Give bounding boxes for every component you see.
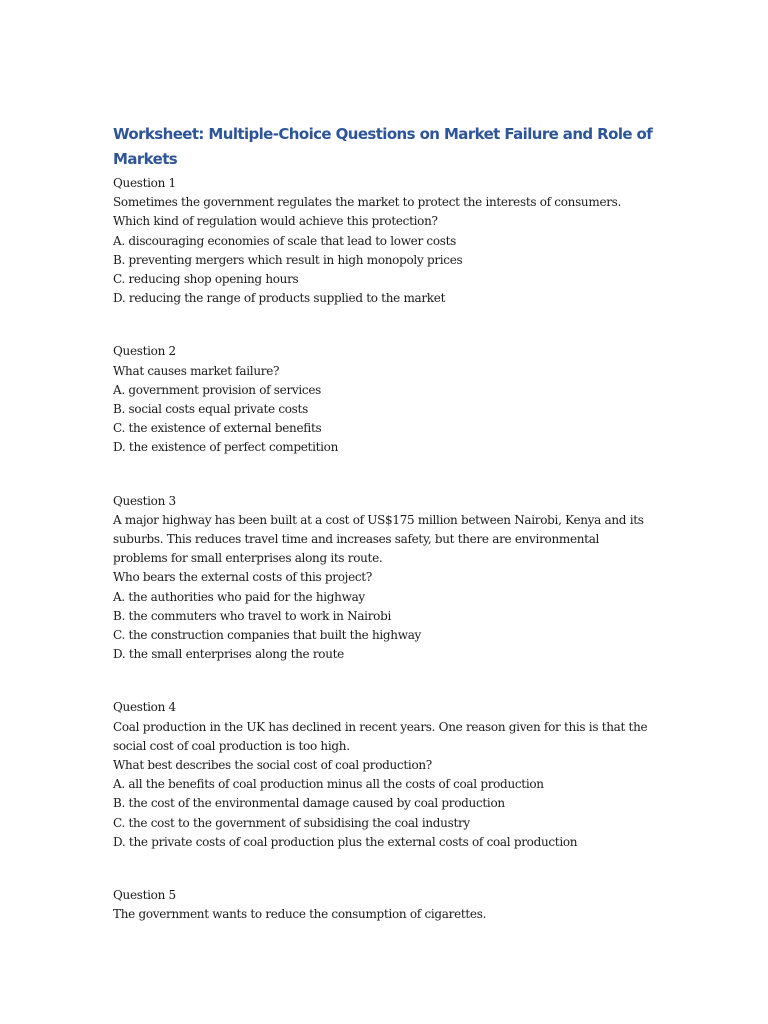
answer-option-d: D. the existence of perfect competition bbox=[113, 440, 339, 455]
question-stem-line: suburbs. This reduces travel time and increases safety, but there are environmental bbox=[113, 532, 600, 547]
answer-option-c: C. the cost to the government of subsidising the coal industry bbox=[113, 815, 470, 830]
question-5 bbox=[113, 886, 673, 924]
question-stem-line: Who bears the external costs of this project? bbox=[113, 570, 372, 585]
answer-option-a: A. the authorities who paid for the highway bbox=[113, 589, 365, 604]
question-label: Question 3 bbox=[113, 493, 176, 508]
answer-option-b: B. the commuters who travel to work in Nairobi bbox=[113, 608, 391, 623]
question-stem-line: What causes market failure? bbox=[113, 363, 280, 378]
answer-option-b: B. preventing mergers which result in high monopoly prices bbox=[113, 252, 463, 267]
question-3 bbox=[113, 492, 673, 665]
question-stem-line: Which kind of regulation would achieve this protection? bbox=[113, 214, 438, 229]
answer-option-d: D. reducing the range of products supplied to the market bbox=[113, 291, 446, 306]
answer-option-b: B. social costs equal private costs bbox=[113, 402, 308, 417]
question-stem-line: problems for small enterprises along its route. bbox=[113, 551, 383, 566]
question-label: Question 1 bbox=[113, 176, 176, 190]
question-list bbox=[113, 174, 673, 959]
answer-option-a: A. discouraging economies of scale that lead to lower costs bbox=[113, 233, 457, 248]
answer-option-c: C. reducing shop opening hours bbox=[113, 272, 299, 287]
question-stem-line: Coal production in the UK has declined in recent years. One reason given for this is that the bbox=[113, 719, 648, 734]
question-stem-line: What best describes the social cost of coal production? bbox=[113, 758, 432, 773]
answer-option-a: A. all the benefits of coal production minus all the costs of coal production bbox=[113, 777, 544, 792]
answer-option-a: A. government provision of services bbox=[113, 382, 321, 397]
question-label: Question 5 bbox=[113, 888, 176, 903]
question-stem-line: The government wants to reduce the consumption of cigarettes. bbox=[113, 907, 487, 922]
answer-option-d: D. the private costs of coal production plus the external costs of coal production bbox=[113, 834, 578, 849]
question-stem-line: social cost of coal production is too high. bbox=[113, 738, 350, 753]
question-stem-line: Sometimes the government regulates the market to protect the interests of consumers. bbox=[113, 195, 622, 210]
page-title: Worksheet: Multiple-Choice Questions on Market Failure and Role of Markets bbox=[113, 125, 653, 168]
question-stem-line: A major highway has been built at a cost of US$175 million between Nairobi, Kenya and its bbox=[113, 512, 644, 527]
answer-option-b: B. the cost of the environmental damage caused by coal production bbox=[113, 796, 505, 811]
question-1 bbox=[113, 174, 673, 308]
question-2 bbox=[113, 342, 673, 457]
answer-option-d: D. the small enterprises along the route bbox=[113, 647, 344, 662]
question-label: Question 4 bbox=[113, 700, 176, 715]
answer-option-c: C. the existence of external benefits bbox=[113, 421, 322, 436]
question-label: Question 2 bbox=[113, 344, 176, 359]
answer-option-c: C. the construction companies that built the highway bbox=[113, 628, 422, 643]
question-4 bbox=[113, 698, 673, 852]
